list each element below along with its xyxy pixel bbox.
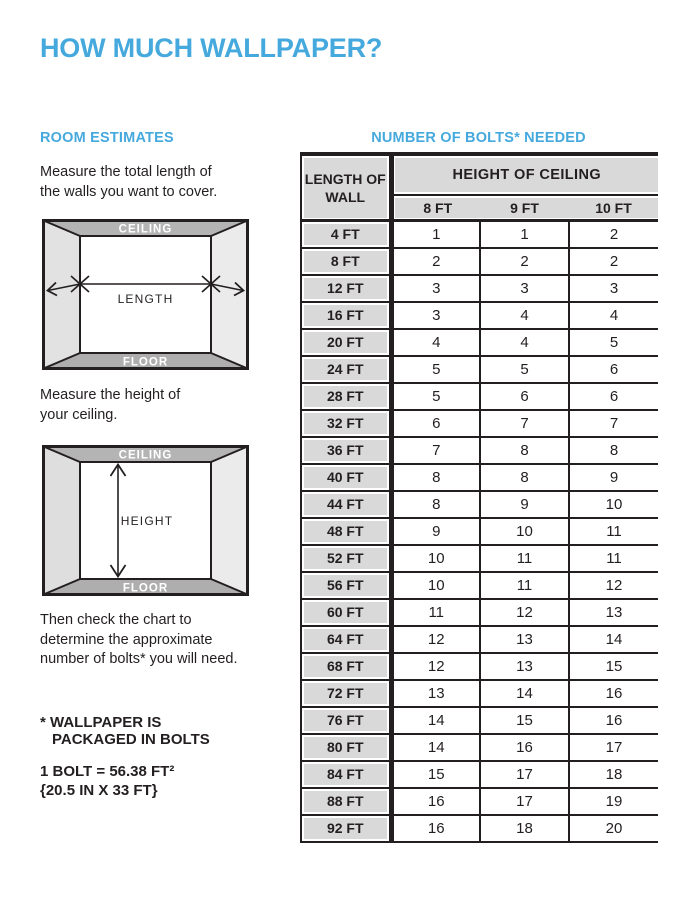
table-row (301, 761, 658, 788)
table-header-row (301, 154, 658, 195)
bolt-count-cell: 3 (391, 302, 480, 329)
bolt-count-cell: 8 (480, 464, 569, 491)
bolt-count-cell: 12 (391, 653, 480, 680)
room-length-diagram (42, 219, 249, 370)
bolt-count-cell: 2 (391, 248, 480, 275)
ceiling-height-group-header: HEIGHT OF CEILING (391, 154, 658, 195)
table-row (301, 275, 658, 302)
table-row (301, 518, 658, 545)
bolt-count-cell: 4 (569, 302, 658, 329)
ceiling-label: CEILING (118, 223, 173, 236)
bolt-count-cell: 10 (391, 572, 480, 599)
bolt-count-cell: 5 (480, 356, 569, 383)
bolt-count-cell: 14 (480, 680, 569, 707)
floor-label: FLOOR (122, 582, 169, 595)
bolt-count-cell: 5 (391, 356, 480, 383)
bolt-count-cell: 16 (480, 734, 569, 761)
bolt-count-cell: 1 (391, 221, 480, 248)
wall-length-cell: 84 FT (301, 761, 391, 788)
wall-length-cell: 16 FT (301, 302, 391, 329)
wall-length-cell: 20 FT (301, 329, 391, 356)
bolt-count-cell: 2 (569, 221, 658, 248)
bolt-count-cell: 8 (391, 464, 480, 491)
bolts-needed-heading: NUMBER OF BOLTS* NEEDED (371, 130, 586, 146)
text-line: Measure the total length of (40, 164, 212, 180)
table-row (301, 464, 658, 491)
bolt-count-cell: 13 (569, 599, 658, 626)
wall-length-cell: 28 FT (301, 383, 391, 410)
bolt-count-cell: 16 (569, 680, 658, 707)
bolt-count-cell: 15 (391, 761, 480, 788)
bolt-count-cell: 4 (480, 302, 569, 329)
table-row (301, 383, 658, 410)
ceiling-10ft-header: 10 FT (569, 195, 658, 221)
left-wall-surface (44, 447, 81, 595)
bolt-count-cell: 2 (480, 248, 569, 275)
table-row (301, 329, 658, 356)
table-row (301, 653, 658, 680)
bolt-count-cell: 2 (569, 248, 658, 275)
floor-label: FLOOR (122, 356, 169, 369)
bolt-count-cell: 14 (569, 626, 658, 653)
wall-length-cell: 60 FT (301, 599, 391, 626)
bolt-count-cell: 4 (391, 329, 480, 356)
table-row (301, 680, 658, 707)
text-line: PACKAGED IN BOLTS (52, 731, 210, 748)
text-line: * WALLPAPER IS (40, 714, 162, 731)
wall-length-cell: 24 FT (301, 356, 391, 383)
wall-length-cell: 92 FT (301, 815, 391, 842)
table-row (301, 437, 658, 464)
bolt-count-cell: 10 (569, 491, 658, 518)
table-row (301, 302, 658, 329)
bolt-count-cell: 7 (480, 410, 569, 437)
bolt-count-cell: 7 (391, 437, 480, 464)
bolt-count-cell: 17 (569, 734, 658, 761)
wall-length-cell: 88 FT (301, 788, 391, 815)
bolt-count-cell: 6 (569, 383, 658, 410)
table-row (301, 410, 658, 437)
bolt-count-cell: 11 (569, 518, 658, 545)
bolt-count-cell: 18 (480, 815, 569, 842)
wall-length-cell: 40 FT (301, 464, 391, 491)
table-row (301, 356, 658, 383)
bolt-count-cell: 17 (480, 788, 569, 815)
wall-length-cell: 64 FT (301, 626, 391, 653)
text-line: your ceiling. (40, 406, 118, 423)
ceiling-label: CEILING (118, 449, 173, 462)
bolt-count-cell: 6 (569, 356, 658, 383)
bolt-count-cell: 12 (391, 626, 480, 653)
bolt-count-cell: 17 (480, 761, 569, 788)
table-row (301, 248, 658, 275)
bolt-count-cell: 19 (569, 788, 658, 815)
table-row (301, 572, 658, 599)
bolt-count-cell: 11 (480, 572, 569, 599)
bolts-table (300, 152, 658, 843)
bolt-count-cell: 9 (569, 464, 658, 491)
length-measure-label: LENGTH (117, 292, 174, 306)
wall-length-cell: 4 FT (301, 221, 391, 248)
table-row (301, 491, 658, 518)
bolts-table-container (300, 152, 657, 843)
bolt-count-cell: 9 (480, 491, 569, 518)
instruction-measure-height (40, 386, 180, 425)
bolt-count-cell: 9 (391, 518, 480, 545)
left-wall-surface (44, 221, 81, 369)
wall-length-cell: 72 FT (301, 680, 391, 707)
bolt-count-cell: 4 (480, 329, 569, 356)
table-row (301, 599, 658, 626)
text-line: the walls you want to cover. (40, 183, 218, 200)
table-row (301, 734, 658, 761)
bolt-count-cell: 16 (391, 788, 480, 815)
bolt-count-cell: 8 (480, 437, 569, 464)
text-line: Measure the height of (40, 387, 181, 403)
text-line: number of bolts* you will need. (40, 651, 238, 667)
bolt-size-note (40, 762, 174, 800)
wall-length-cell: 52 FT (301, 545, 391, 572)
table-row (301, 815, 658, 842)
bolt-count-cell: 12 (480, 599, 569, 626)
bolt-count-cell: 5 (569, 329, 658, 356)
right-wall-surface (211, 447, 248, 595)
wallpaper-bolts-footnote (40, 714, 210, 748)
wall-length-cell: 76 FT (301, 707, 391, 734)
wall-length-cell: 68 FT (301, 653, 391, 680)
table-row (301, 626, 658, 653)
bolt-count-cell: 6 (480, 383, 569, 410)
bolt-count-cell: 8 (391, 491, 480, 518)
right-wall-surface (211, 221, 248, 369)
room-estimates-heading: ROOM ESTIMATES (40, 130, 174, 146)
bolt-count-cell: 13 (391, 680, 480, 707)
bolt-count-cell: 13 (480, 653, 569, 680)
bolt-count-cell: 3 (569, 275, 658, 302)
bolt-count-cell: 20 (569, 815, 658, 842)
height-measure-label: HEIGHT (120, 514, 174, 528)
bolt-count-cell: 12 (569, 572, 658, 599)
ceiling-9ft-header: 9 FT (480, 195, 569, 221)
bolt-count-cell: 14 (391, 707, 480, 734)
bolt-count-cell: 10 (480, 518, 569, 545)
bolt-count-cell: 16 (391, 815, 480, 842)
text-line: 1 BOLT = 56.38 FT² (40, 763, 175, 780)
bolt-count-cell: 8 (569, 437, 658, 464)
page-title: HOW MUCH WALLPAPER? (40, 33, 383, 63)
bolt-count-cell: 15 (480, 707, 569, 734)
bolt-count-cell: 3 (480, 275, 569, 302)
instruction-measure-length (40, 163, 217, 202)
ceiling-8ft-header: 8 FT (391, 195, 480, 221)
bolt-count-cell: 5 (391, 383, 480, 410)
table-row (301, 707, 658, 734)
table-row (301, 221, 658, 248)
wall-length-cell: 48 FT (301, 518, 391, 545)
wall-length-cell: 80 FT (301, 734, 391, 761)
bolt-count-cell: 11 (569, 545, 658, 572)
instruction-check-chart (40, 611, 237, 670)
bolt-count-cell: 7 (569, 410, 658, 437)
bolt-count-cell: 16 (569, 707, 658, 734)
table-row (301, 545, 658, 572)
wall-length-cell: 32 FT (301, 410, 391, 437)
text-line: determine the approximate (40, 631, 213, 648)
text-line: Then check the chart to (40, 612, 192, 628)
wall-length-cell: 36 FT (301, 437, 391, 464)
bolt-count-cell: 13 (480, 626, 569, 653)
table-row (301, 788, 658, 815)
bolt-count-cell: 11 (391, 599, 480, 626)
wall-length-cell: 8 FT (301, 248, 391, 275)
wall-length-cell: 56 FT (301, 572, 391, 599)
text-line: {20.5 IN X 33 FT} (40, 782, 158, 799)
bolt-count-cell: 11 (480, 545, 569, 572)
bolt-count-cell: 15 (569, 653, 658, 680)
bolt-count-cell: 3 (391, 275, 480, 302)
wall-length-header: LENGTH OF WALL (301, 154, 391, 221)
bolt-count-cell: 1 (480, 221, 569, 248)
wall-length-cell: 44 FT (301, 491, 391, 518)
wall-length-cell: 12 FT (301, 275, 391, 302)
room-height-diagram (42, 445, 249, 596)
bolt-count-cell: 18 (569, 761, 658, 788)
bolt-count-cell: 14 (391, 734, 480, 761)
bolt-count-cell: 10 (391, 545, 480, 572)
bolt-count-cell: 6 (391, 410, 480, 437)
